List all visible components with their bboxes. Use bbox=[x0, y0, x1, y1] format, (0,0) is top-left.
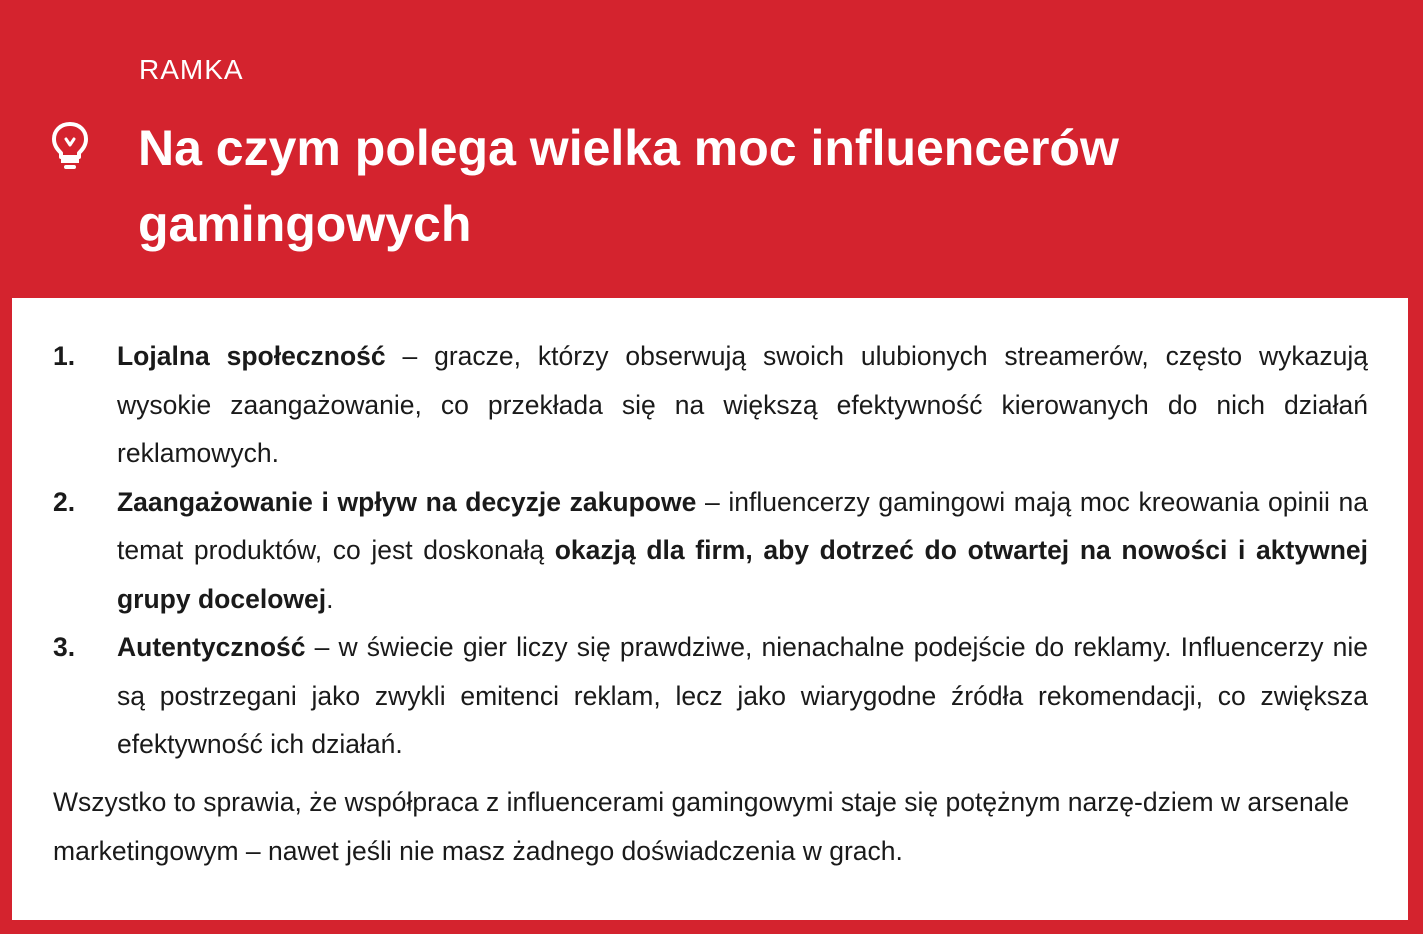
list-item-text: – gracze, którzy obserwują swoich ulubionych streamerów, często wykazują wysokie zaangażowanie, co przekłada się na większą efektywność kierowanych do nich działań reklamowych. bbox=[117, 341, 1368, 468]
box-content bbox=[12, 298, 1408, 920]
list-item-title: Autentyczność bbox=[117, 632, 306, 662]
list-item-text: – w świecie gier liczy się prawdziwe, nienachalne podejście do reklamy. Influencerzy nie są postrzegani jako zwykli emitenci reklam, lecz jako wiarygodne źródła rekomendacji, co zwiększa efektywność ich działań. bbox=[117, 632, 1368, 759]
list-item-title: Lojalna społeczność bbox=[117, 341, 386, 371]
list-item-end: . bbox=[326, 583, 334, 614]
list-item-text: – influencerzy gamingowi mają moc kreowania opinii na temat produktów, co jest doskonałą bbox=[117, 486, 1368, 565]
box-header bbox=[0, 0, 1423, 298]
lightbulb-icon bbox=[50, 120, 90, 170]
list-item-title: Zaangażowanie i wpływ na decyzje zakupowe bbox=[117, 486, 697, 517]
list-item-emphasis: okazją dla firm, aby dotrzeć do otwartej na nowości i aktywnej grupy docelowej bbox=[117, 535, 1368, 614]
numbered-list bbox=[12, 332, 1408, 769]
list-item bbox=[12, 478, 1408, 624]
list-item-number: 3. bbox=[53, 632, 76, 662]
box-kicker: RAMKA bbox=[139, 54, 244, 85]
list-item-number: 1. bbox=[53, 341, 76, 371]
box-title: Na czym polega wielka moc influencerów gamingowych bbox=[138, 120, 1119, 252]
list-item-number: 2. bbox=[53, 486, 76, 517]
summary-paragraph: Wszystko to sprawia, że współpraca z influencerami gamingowymi staje się potężnym narzę-dziem w arsenale marketingowym – nawet jeśli nie masz żadnego doświadczenia w grach. bbox=[53, 787, 1350, 866]
list-item bbox=[12, 623, 1408, 769]
list-item bbox=[12, 332, 1408, 478]
